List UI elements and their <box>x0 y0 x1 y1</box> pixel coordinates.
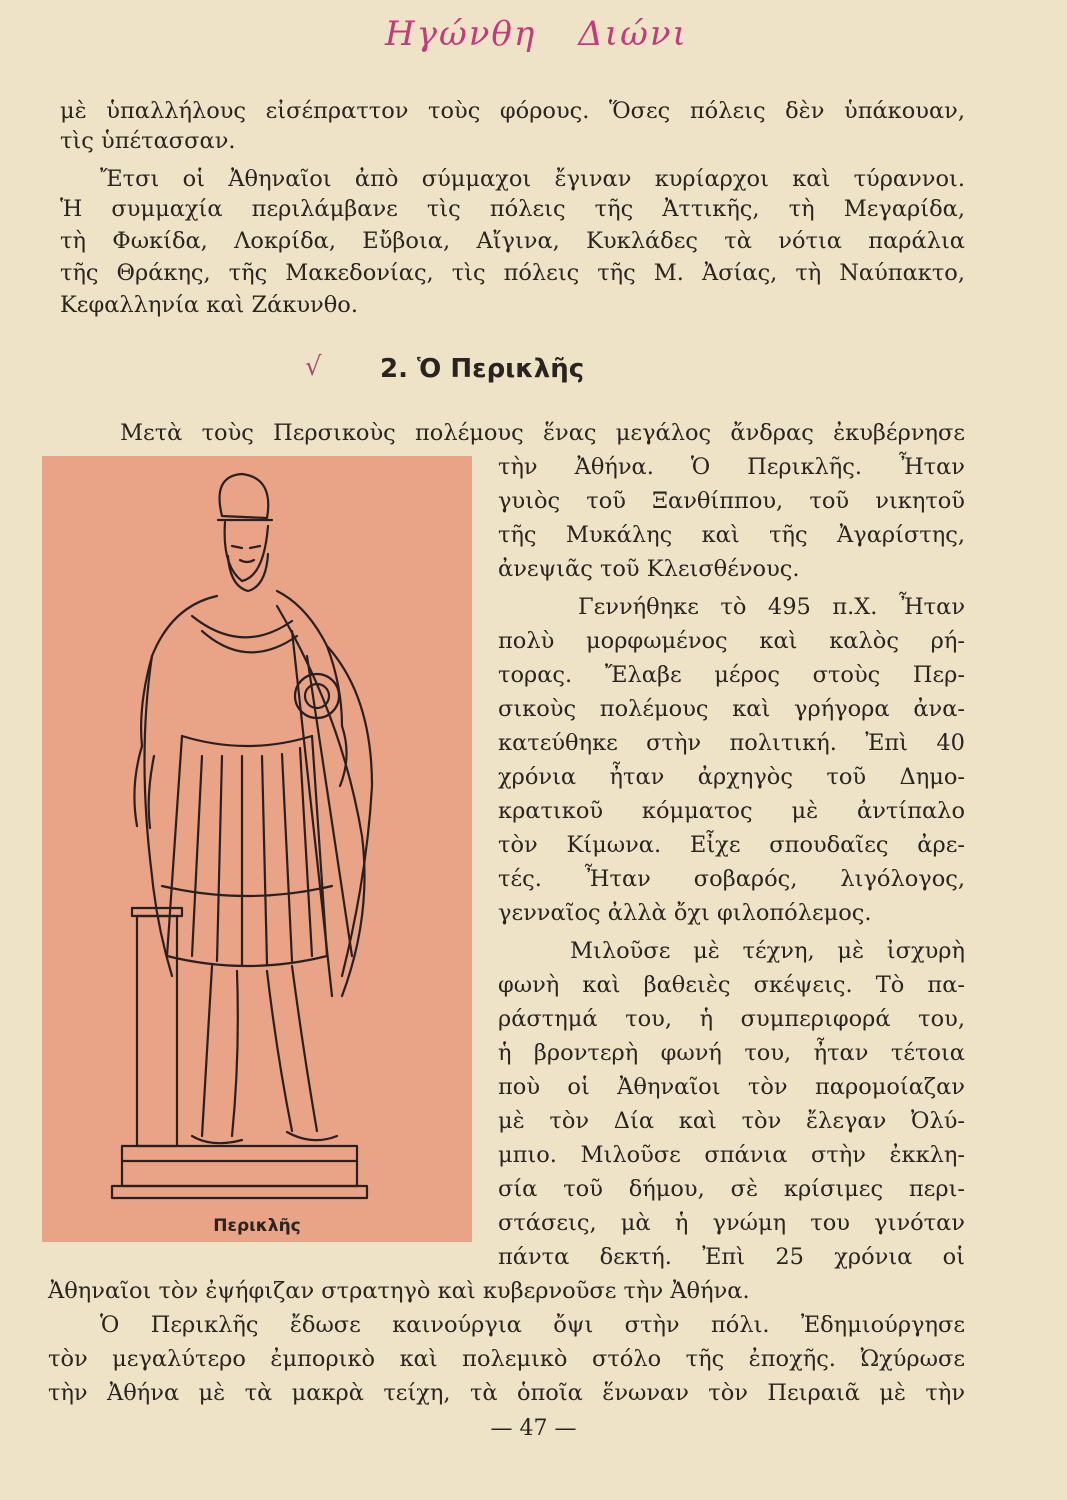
column-line: Μιλοῦσε μὲ τέχνη, μὲ ἰσχυρὴ <box>570 938 965 964</box>
column-line: στάσεις, μὰ ἡ γνώμη του γινόταν <box>498 1210 965 1236</box>
column-line: γενναῖος ἀλλὰ ὄχι φιλοπόλεμος. <box>498 900 872 926</box>
text-line: τὴ Φωκίδα, Λοκρίδα, Εὔβοια, Αἴγινα, Κυκλάδες τὰ νότια παράλια <box>60 228 965 254</box>
text-line: Ἀθηναῖοι τὸν ἐψήφιζαν στρατηγὸ καὶ κυβερνοῦσε τὴν Ἀθήνα. <box>48 1278 750 1304</box>
intro-line: Μετὰ τοὺς Περσικοὺς πολέμους ἕνας μεγάλος ἄνδρας ἐκυβέρνησε <box>120 420 965 446</box>
column-line: Γεννήθηκε τὸ 495 π.Χ. Ἦταν <box>578 594 965 620</box>
text-line: Ὁ Περικλῆς ἔδωσε καινούργια ὄψι στὴν πόλι. Ἐδημιούργησε <box>100 1312 965 1338</box>
column-line: ἡ βροντερὴ φωνή του, ἦταν τέτοια <box>498 1040 965 1066</box>
column-line: κρατικοῦ κόμματος μὲ ἀντίπαλο <box>498 798 965 824</box>
column-line: τές. Ἦταν σοβαρός, λιγόλογος, <box>498 866 965 892</box>
page-number: — 47 — <box>490 1416 577 1441</box>
handwritten-note <box>385 14 730 54</box>
column-line: ράστημά του, ἡ συμπεριφορά του, <box>498 1006 965 1032</box>
text-line: τὶς ὑπέτασσαν. <box>60 128 236 154</box>
text-line: τῆς Θράκης, τῆς Μακεδονίας, τὶς πόλεις τῆς Μ. Ἀσίας, τὴ Ναύπακτο, <box>60 260 965 286</box>
statue-drawing-icon <box>42 456 472 1242</box>
column-line: τορας. Ἔλαβε μέρος στοὺς Περ- <box>498 662 965 688</box>
text-line: Κεφαλληνία καὶ Ζάκυνθο. <box>60 292 358 318</box>
text-line: μὲ ὑπαλλήλους εἰσέπραττον τοὺς φόρους. Ὅσες πόλεις δὲν ὑπάκουαν, <box>60 98 965 124</box>
column-line: μὲ τὸν Δία καὶ τὸν ἔλεγαν Ὀλύ- <box>498 1108 965 1134</box>
column-line: γυιὸς τοῦ Ξανθίππου, τοῦ νικητοῦ <box>498 488 965 514</box>
section-heading: 2. Ὁ Περικλῆς <box>380 354 585 384</box>
handwritten-word-2: Διώνι <box>578 14 688 54</box>
text-line: τὸν μεγαλύτερο ἐμπορικὸ καὶ πολεμικὸ στόλο τῆς ἐποχῆς. Ὠχύρωσε <box>48 1346 965 1372</box>
text-line: Ἔτσι οἱ Ἀθηναῖοι ἀπὸ σύμμαχοι ἔγιναν κυρίαρχοι καὶ τύραννοι. <box>100 166 965 192</box>
column-line: πάντα δεκτή. Ἐπὶ 25 χρόνια οἱ <box>498 1244 965 1270</box>
text-line: Ἡ συμμαχία περιλάμβανε τὶς πόλεις τῆς Ἀττικῆς, τὴ Μεγαρίδα, <box>60 196 965 222</box>
column-line: μπιο. Μιλοῦσε σπάνια στὴν ἐκκλη- <box>498 1142 965 1168</box>
column-line: σία τοῦ δήμου, σὲ κρίσιμες περι- <box>498 1176 965 1202</box>
column-line: ποὺ οἱ Ἀθηναῖοι τὸν παρομοίαζαν <box>498 1074 965 1100</box>
column-line: πολὺ μορφωμένος καὶ καλὸς ρή- <box>498 628 965 654</box>
column-line: χρόνια ἦταν ἀρχηγὸς τοῦ Δημο- <box>498 764 965 790</box>
column-line: τὴν Ἀθήνα. Ὁ Περικλῆς. Ἦταν <box>498 454 965 480</box>
text-line: τὴν Ἀθήνα μὲ τὰ μακρὰ τείχη, τὰ ὁποῖα ἕνωναν τὸν Πειραιᾶ μὲ τὴν <box>48 1380 965 1406</box>
column-line: κατεύθηκε στὴν πολιτική. Ἐπὶ 40 <box>498 730 965 756</box>
column-line: τὸν Κίμωνα. Εἶχε σπουδαῖες ἀρε- <box>498 832 965 858</box>
figure-caption: Περικλῆς <box>213 1216 301 1236</box>
pericles-statue-figure <box>42 456 472 1242</box>
column-line: φωνὴ καὶ βαθειὲς σκέψεις. Τὸ πα- <box>498 972 965 998</box>
handwritten-word-1: Ηγώνθη <box>385 14 537 54</box>
check-mark-icon: √ <box>305 352 322 382</box>
column-line: τῆς Μυκάλης καὶ τῆς Ἀγαρίστης, <box>498 522 965 548</box>
column-line: ἀνεψιᾶς τοῦ Κλεισθένους. <box>498 556 800 582</box>
column-line: σικοὺς πολέμους καὶ γρήγορα ἀνα- <box>498 696 965 722</box>
